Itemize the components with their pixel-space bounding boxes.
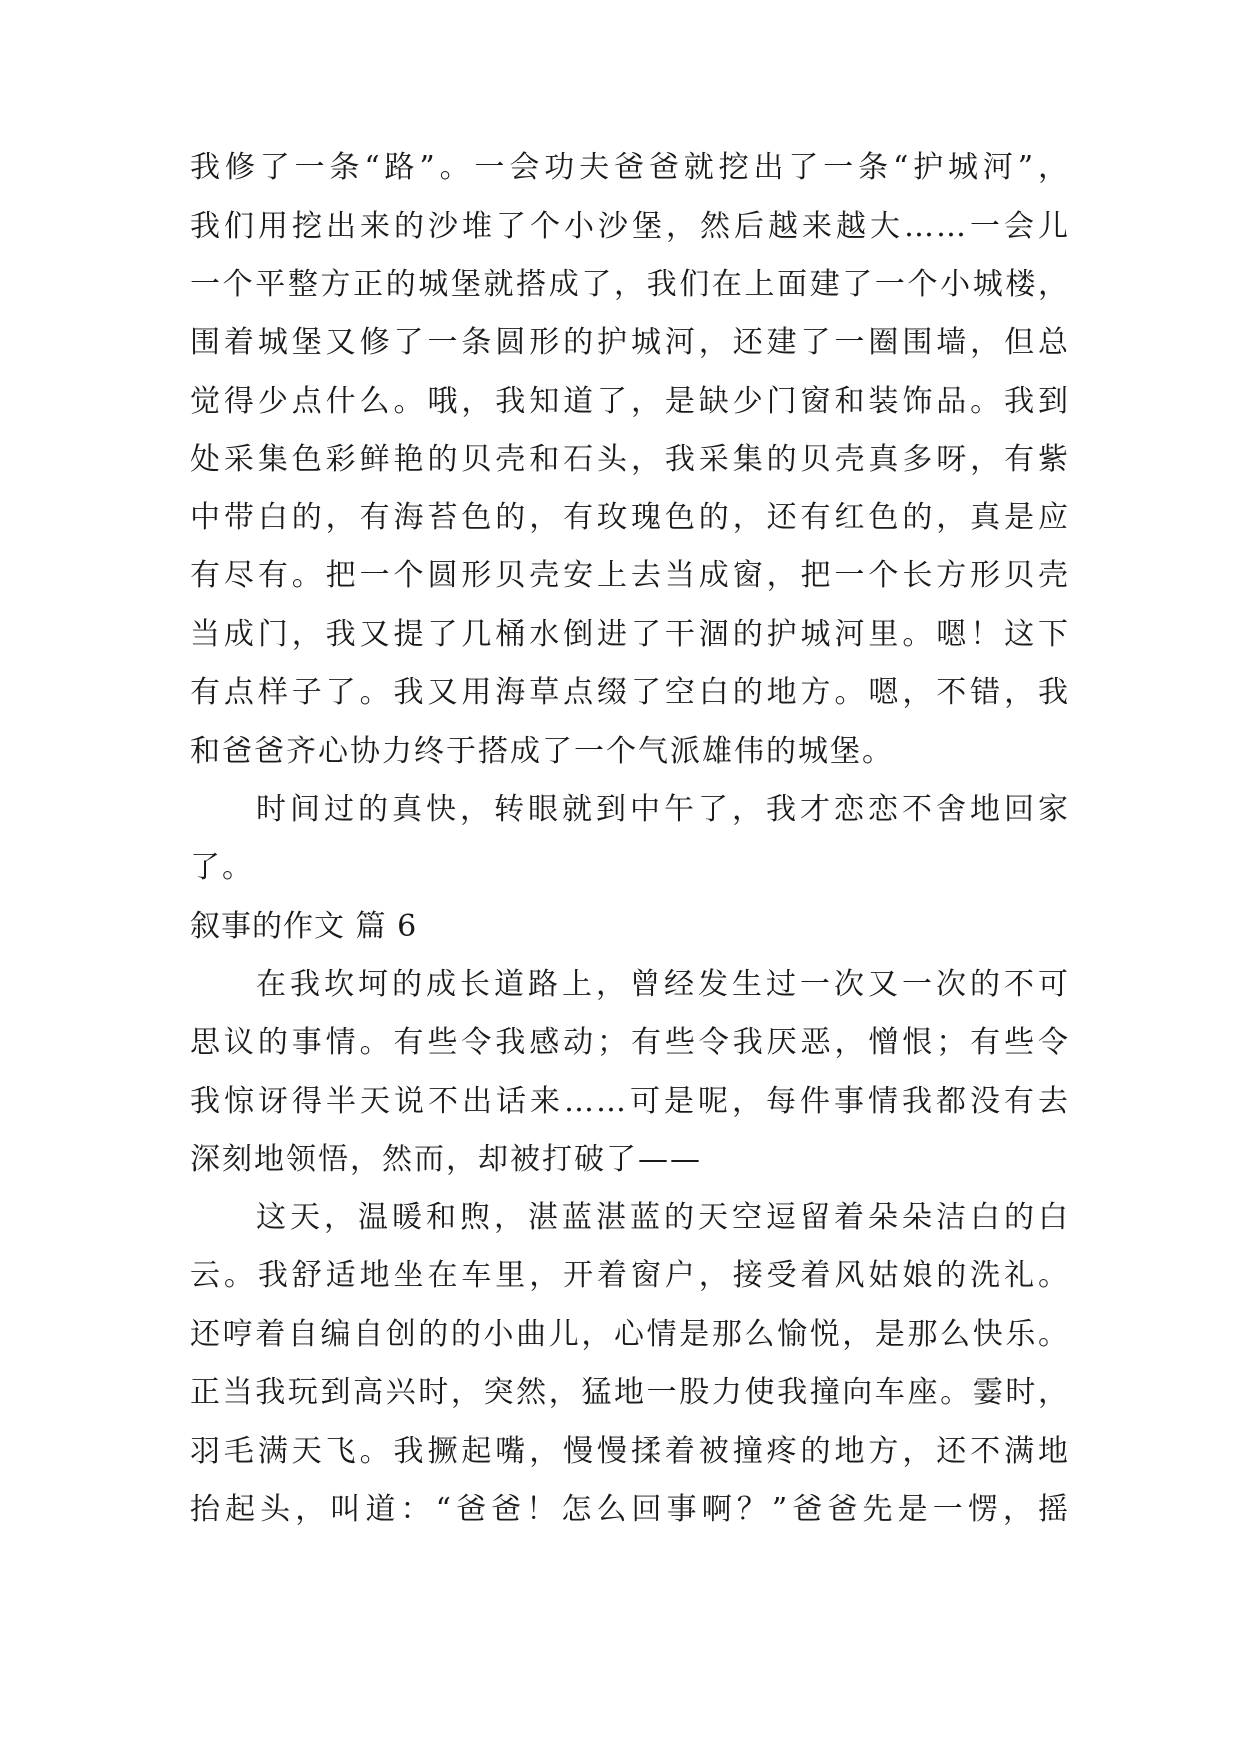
text-line: 了。 xyxy=(190,850,254,885)
text-line: 云。我舒适地坐在车里，开着窗户，接受着风姑娘的洗礼。 xyxy=(190,1258,1070,1293)
paragraph-first-line: 时间过的真快，转眼就到中午了，我才恋恋不舍地回家 xyxy=(256,792,1070,827)
text-line: 中带白的，有海苔色的，有玫瑰色的，还有红色的，真是应 xyxy=(190,500,1070,535)
text-line: 有尽有。把一个圆形贝壳安上去当成窗，把一个长方形贝壳 xyxy=(190,558,1070,593)
paragraph-first-line: 这天，温暖和煦，湛蓝湛蓝的天空逗留着朵朵洁白的白 xyxy=(256,1200,1070,1235)
text-line: 当成门，我又提了几桶水倒进了干涸的护城河里。嗯！这下 xyxy=(190,617,1070,652)
text-line: 深刻地领悟，然而，却被打破了—— xyxy=(190,1142,702,1177)
text-line: 抬起头，叫道：“爸爸！怎么回事啊？”爸爸先是一愣，摇 xyxy=(190,1492,1070,1527)
text-line: 一个平整方正的城堡就搭成了，我们在上面建了一个小城楼， xyxy=(190,267,1070,302)
text-line: 和爸爸齐心协力终于搭成了一个气派雄伟的城堡。 xyxy=(190,734,894,769)
section-heading: 叙事的作文 篇 6 xyxy=(190,909,418,944)
text-line: 我修了一条“路”。一会功夫爸爸就挖出了一条“护城河”， xyxy=(190,150,1070,185)
text-line: 围着城堡又修了一条圆形的护城河，还建了一圈围墙，但总 xyxy=(190,325,1070,360)
text-line: 觉得少点什么。哦，我知道了，是缺少门窗和装饰品。我到 xyxy=(190,384,1070,419)
text-line: 我惊讶得半天说不出话来……可是呢，每件事情我都没有去 xyxy=(190,1084,1070,1119)
text-line: 思议的事情。有些令我感动；有些令我厌恶，憎恨；有些令 xyxy=(190,1025,1070,1060)
text-line: 有点样子了。我又用海草点缀了空白的地方。嗯，不错，我 xyxy=(190,675,1070,710)
text-line: 羽毛满天飞。我撅起嘴，慢慢揉着被撞疼的地方，还不满地 xyxy=(190,1434,1070,1469)
text-line: 正当我玩到高兴时，突然，猛地一股力使我撞向车座。霎时， xyxy=(190,1375,1070,1410)
text-line: 还哼着自编自创的的小曲儿，心情是那么愉悦，是那么快乐。 xyxy=(190,1317,1070,1352)
text-line: 我们用挖出来的沙堆了个小沙堡，然后越来越大……一会儿 xyxy=(190,209,1070,244)
paragraph-first-line: 在我坎坷的成长道路上，曾经发生过一次又一次的不可 xyxy=(256,967,1070,1002)
text-line: 处采集色彩鲜艳的贝壳和石头，我采集的贝壳真多呀，有紫 xyxy=(190,442,1070,477)
